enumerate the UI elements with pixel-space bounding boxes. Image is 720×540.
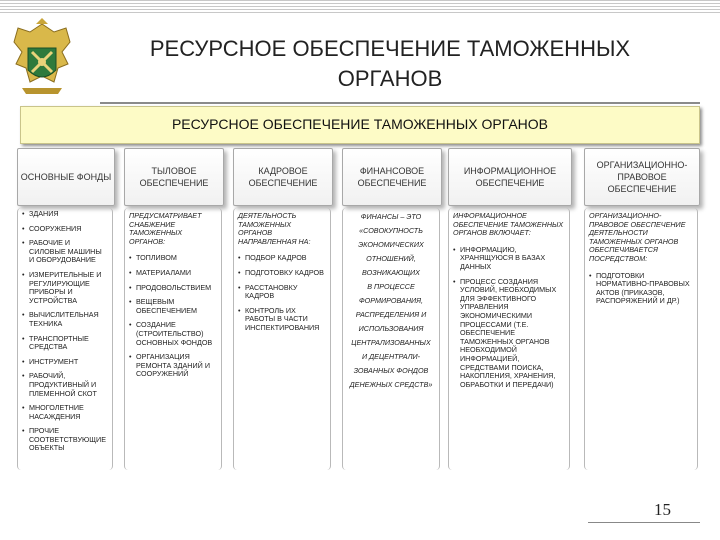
list-item: • ПРОЦЕСС СОЗДАНИЯ УСЛОВИЙ, НЕОБХОДИМЫХ ДЛЯ ЭФФЕКТИВНОГО УПРАВЛЕНИЯ ЭКОНОМИЧЕСКИМИ ПРОЦЕССАМИ (Т.Е. ОБЕСПЕЧЕНИЕ ТАМОЖЕННЫХ ОРГАНОВ НЕОБХОДИМОЙ ИНФОРМАЦИЕЙ, СРЕДСТВАМИ ПОИСКА, НАКОПЛЕНИЯ, ХРАНЕНИЯ, ОБРАБОТКИ И ПЕРЕДАЧИ) [453,278,565,390]
finance-definition [347,210,435,392]
list-item: • ПОДГОТОВКУ КАДРОВ [238,269,326,278]
personnel-intro: ДЕЯТЕЛЬНОСТЬ ТАМОЖЕННЫХ ОРГАНОВ НАПРАВЛЕННАЯ НА: [238,211,311,246]
finance-line: РАСПРЕДЕЛЕНИЯ И [355,310,427,319]
finance-line: ЦЕНТРАЛИЗОВАННЫХ [351,338,431,347]
page-number-rule [588,522,700,523]
list-item: • ВЕЩЕВЫМ ОБЕСПЕЧЕНИЕМ [129,298,217,315]
finance-line: ЭКОНОМИЧЕСКИХ [358,240,424,249]
list-item: • ТРАНСПОРТНЫЕ СРЕДСТВА [22,335,108,352]
logistics-list [129,254,217,379]
column-body-information [448,208,570,470]
finance-line: В ПРОЦЕССЕ [367,282,415,291]
list-item: • КОНТРОЛЬ ИХ РАБОТЫ В ЧАСТИ ИНСПЕКТИРОВАНИЯ [238,307,326,333]
legal-intro: ОРГАНИЗАЦИОННО-ПРАВОВОЕ ОБЕСПЕЧЕНИЕ ДЕЯТЕЛЬНОСТИ ТАМОЖЕННЫХ ОРГАНОВ ОБЕСПЕЧИВАЕТСЯ ПОСРЕДСТВОМ: [589,211,686,263]
information-list [453,246,565,390]
finance-line: «СОВОКУПНОСТЬ [359,226,423,235]
title-line-1: РЕСУРСНОЕ ОБЕСПЕЧЕНИЕ ТАМОЖЕННЫХ [149,36,631,61]
column-header-personnel: КАДРОВОЕ ОБЕСПЕЧЕНИЕ [233,148,333,206]
list-item: • ПОДБОР КАДРОВ [238,254,326,263]
page-number: 15 [654,500,671,519]
customs-emblem-icon [8,18,76,98]
list-item: • ИНСТРУМЕНТ [22,358,108,367]
list-item: • ЗДАНИЯ [22,210,108,219]
finance-line: ДЕНЕЖНЫХ СРЕДСТВ» [349,380,433,389]
banner-heading: РЕСУРСНОЕ ОБЕСПЕЧЕНИЕ ТАМОЖЕННЫХ ОРГАНОВ [20,106,700,144]
list-item: • МНОГОЛЕТНИЕ НАСАЖДЕНИЯ [22,404,108,421]
legal-list [589,272,693,306]
decorative-stripes [0,0,720,14]
list-item: • СОЗДАНИЕ (СТРОИТЕЛЬСТВО) ОСНОВНЫХ ФОНДОВ [129,321,217,347]
information-intro: ИНФОРМАЦИОННОЕ ОБЕСПЕЧЕНИЕ ТАМОЖЕННЫХ ОРГАНОВ ВКЛЮЧАЕТ: [453,211,564,238]
personnel-list [238,254,326,332]
finance-line: ФИНАНСЫ – ЭТО [360,212,422,221]
logistics-intro: ПРЕДУСМАТРИВАЕТ СНАБЖЕНИЕ ТАМОЖЕННЫХ ОРГАНОВ: [129,211,202,246]
list-item: • ПОДГОТОВКИ НОРМАТИВНО-ПРАВОВЫХ АКТОВ (ПРИКАЗОВ, РАСПОРЯЖЕНИЙ И ДР.) [589,272,693,306]
column-header-information: ИНФОРМАЦИОННОЕ ОБЕСПЕЧЕНИЕ [448,148,572,206]
list-item: • ПРОДОВОЛЬСТВИЕМ [129,284,217,293]
column-body-legal [584,208,698,470]
column-header-finance: ФИНАНСОВОЕ ОБЕСПЕЧЕНИЕ [342,148,442,206]
list-item: • ИНФОРМАЦИЮ, ХРАНЯЩУЮСЯ В БАЗАХ ДАННЫХ [453,246,565,272]
list-item: • ТОПЛИВОМ [129,254,217,263]
list-item: • ВЫЧИСЛИТЕЛЬНАЯ ТЕХНИКА [22,311,108,328]
finance-line: ИСПОЛЬЗОВАНИЯ [358,324,424,333]
list-item: • ОРГАНИЗАЦИЯ РЕМОНТА ЗДАНИЙ И СООРУЖЕНИЙ [129,353,217,379]
column-body-personnel [233,208,331,470]
title-divider [100,102,700,104]
finance-line: ФОРМИРОВАНИЯ, [358,296,424,305]
column-body-finance [342,208,440,470]
fixed-assets-list [22,210,108,453]
list-item: • МАТЕРИАЛАМИ [129,269,217,278]
list-item: • РАБОЧИЙ, ПРОДУКТИВНЫЙ И ПЛЕМЕННОЙ СКОТ [22,372,108,398]
finance-line: И ДЕЦЕНТРАЛИ- [361,352,421,361]
title-line-2: ОРГАНОВ [337,66,443,91]
column-body-logistics [124,208,222,470]
list-item: • РАБОЧИЕ И СИЛОВЫЕ МАШИНЫ И ОБОРУДОВАНИЕ [22,239,108,265]
finance-line: ОТНОШЕНИЙ, [366,254,416,263]
list-item: • ПРОЧИЕ СООТВЕТСТВУЮЩИЕ ОБЪЕКТЫ [22,427,108,453]
list-item: • РАССТАНОВКУ КАДРОВ [238,284,326,301]
column-body-fixed-assets [17,208,113,470]
finance-line: ВОЗНИКАЮЩИХ [362,268,420,277]
slide-title [100,34,680,94]
list-item: • ИЗМЕРИТЕЛЬНЫЕ И РЕГУЛИРУЮЩИЕ ПРИБОРЫ И УСТРОЙСТВА [22,271,108,305]
finance-line: ЗОВАННЫХ ФОНДОВ [353,366,429,375]
list-item: • СООРУЖЕНИЯ [22,225,108,234]
column-header-logistics: ТЫЛОВОЕ ОБЕСПЕЧЕНИЕ [124,148,224,206]
column-header-fixed-assets: ОСНОВНЫЕ ФОНДЫ [17,148,115,206]
column-header-legal: ОРГАНИЗАЦИОННО-ПРАВОВОЕ ОБЕСПЕЧЕНИЕ [584,148,700,206]
